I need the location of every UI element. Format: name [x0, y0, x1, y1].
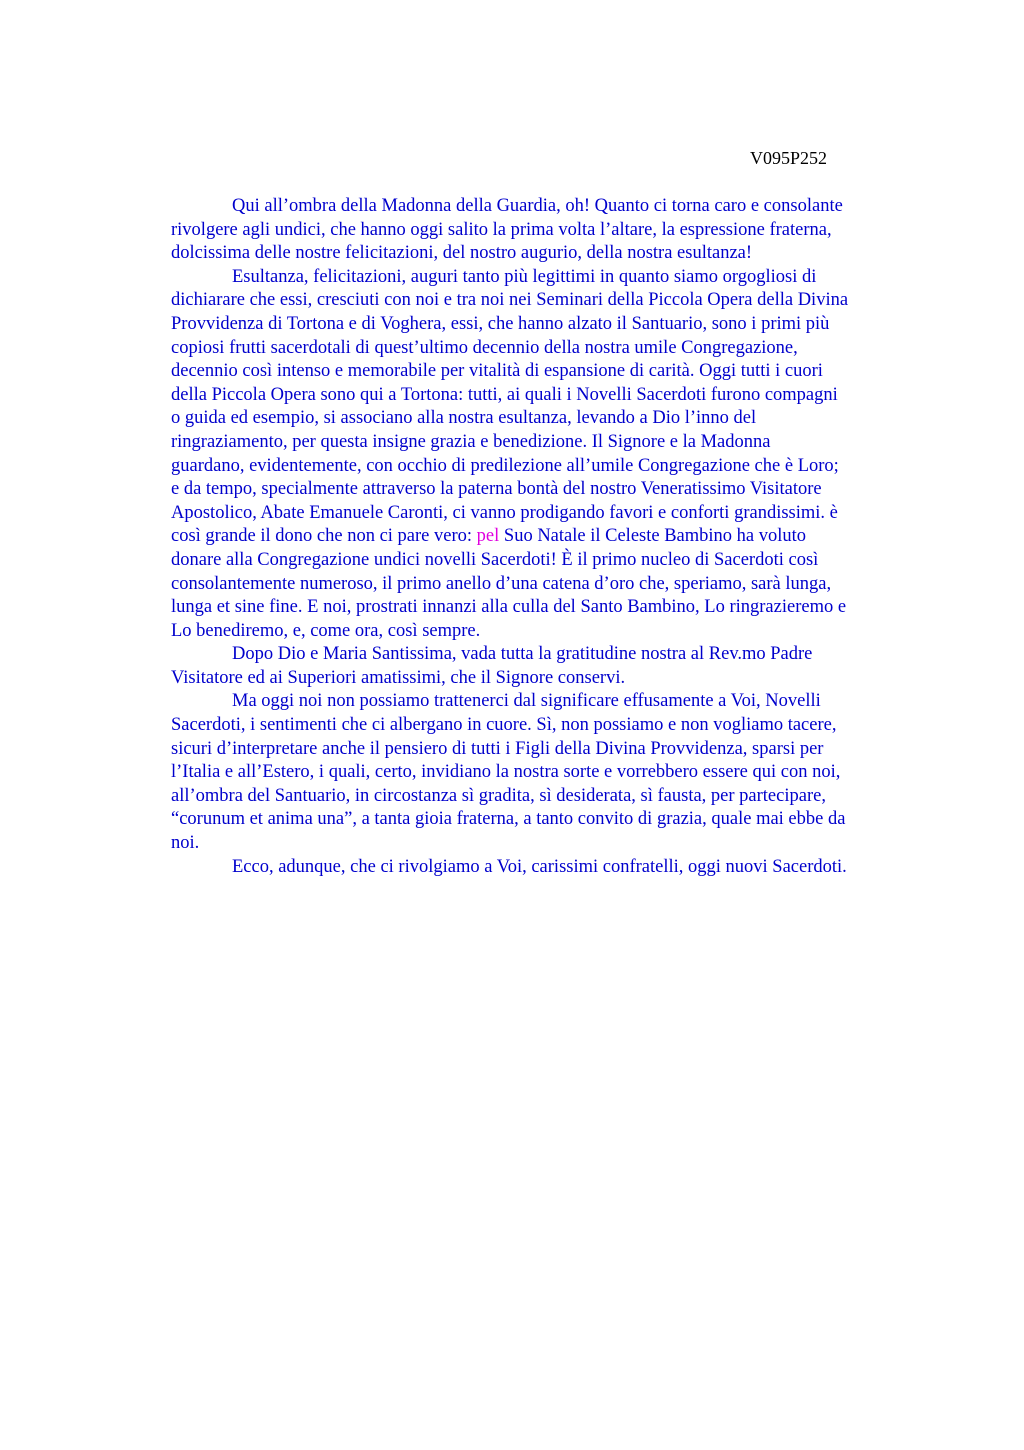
document-code: V095P252 — [750, 148, 828, 168]
text-line: Apostolico, Abate Emanuele Caronti, ci vanno prodigando favori e conforti grandissimi. è — [171, 502, 838, 523]
text-segment: così grande il dono che non ci pare vero: — [171, 526, 477, 547]
text-line: all’ombra del Santuario, in circostanza sì gradita, sì desiderata, sì fausta, per partecipare, — [171, 785, 826, 806]
text-line: l’Italia e all’Estero, i quali, certo, invidiano la nostra sorte e vorrebbero essere qui con noi, — [171, 762, 841, 783]
text-line-with-highlight — [171, 525, 931, 549]
paragraph-5 — [171, 856, 931, 880]
text-line: decennio così intenso e memorabile per vitalità di espansione di carità. Oggi tutti i cuori — [171, 361, 823, 382]
text-line: Esultanza, felicitazioni, auguri tanto più legittimi in quanto siamo orgogliosi di — [232, 266, 817, 287]
text-line: Qui all’ombra della Madonna della Guardia, oh! Quanto ci torna caro e consolante — [232, 196, 843, 216]
highlighted-word: pel — [476, 526, 500, 547]
text-line: copiosi frutti sacerdotali di quest’ultimo decennio della nostra umile Congregazione, — [171, 337, 798, 358]
text-line: Ma oggi noi non possiamo trattenerci dal significare effusamente a Voi, Novelli — [232, 691, 821, 712]
text-line: Ecco, adunque, che ci rivolgiamo a Voi, carissimi confratelli, oggi nuovi Sacerdoti. — [232, 856, 847, 877]
text-line: rivolgere agli undici, che hanno oggi salito la prima volta l’altare, la espressione fraterna, — [171, 219, 832, 240]
text-line: ringraziamento, per questa insigne grazia e benedizione. Il Signore e la Madonna — [171, 431, 771, 452]
document-body — [171, 195, 931, 879]
paragraph-1 — [171, 195, 931, 266]
text-line: guardano, evidentemente, con occhio di predilezione all’umile Congregazione che è Loro; — [171, 455, 839, 476]
text-line: “corunum et anima una”, a tanta gioia fraterna, a tanto convito di grazia, quale mai ebbe da — [171, 809, 846, 830]
text-line: dolcissima delle nostre felicitazioni, del nostro augurio, della nostra esultanza! — [171, 243, 753, 264]
paragraph-4 — [171, 690, 931, 855]
text-line: donare alla Congregazione undici novelli Sacerdoti! È il primo nucleo di Sacerdoti così — [171, 549, 819, 570]
text-line: della Piccola Opera sono qui a Tortona: tutti, ai quali i Novelli Sacerdoti furono compagni — [171, 384, 838, 405]
text-line: dichiarare che essi, cresciuti con noi e tra noi nei Seminari della Piccola Opera della Divina — [171, 290, 849, 311]
text-line: lunga et sine fine. E noi, prostrati innanzi alla culla del Santo Bambino, Lo ringrazieremo e — [171, 597, 847, 618]
text-line: consolantemente numeroso, il primo anello d’una catena d’oro che, speriamo, sarà lunga, — [171, 573, 832, 594]
text-line: Provvidenza di Tortona e di Voghera, essi, che hanno alzato il Santuario, sono i primi più — [171, 313, 830, 334]
text-line: o guida ed esempio, si associano alla nostra esultanza, levando a Dio l’inno del — [171, 408, 757, 429]
text-line: e da tempo, specialmente attraverso la paterna bontà del nostro Veneratissimo Visitatore — [171, 479, 822, 500]
text-line: Dopo Dio e Maria Santissima, vada tutta la gratitudine nostra al Rev.mo Padre — [232, 644, 813, 665]
text-line: sicuri d’interpretare anche il pensiero di tutti i Figli della Divina Provvidenza, sparsi per — [171, 738, 824, 759]
text-line: noi. — [171, 833, 200, 854]
text-line: Visitatore ed ai Superiori amatissimi, che il Signore conservi. — [171, 667, 626, 688]
text-line: Sacerdoti, i sentimenti che ci albergano in cuore. Sì, non possiamo e non vogliamo tacere, — [171, 715, 837, 736]
text-line: Lo benediremo, e, come ora, così sempre. — [171, 620, 481, 641]
paragraph-2 — [171, 266, 931, 644]
paragraph-3 — [171, 643, 931, 690]
text-segment: Suo Natale il Celeste Bambino ha voluto — [499, 526, 807, 547]
